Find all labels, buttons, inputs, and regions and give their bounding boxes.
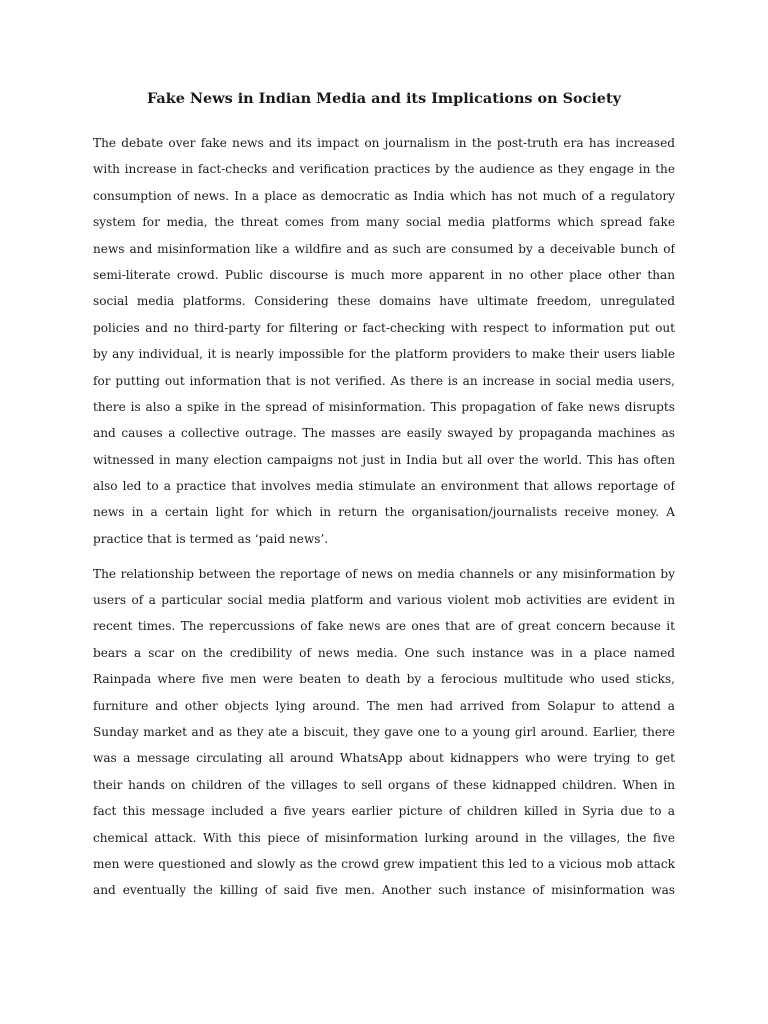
text-line: by any individual, it is nearly impossible for the platform providers to make their users liable	[93, 347, 675, 362]
text-line: social media platforms. Considering these domains have ultimate freedom, unregulated	[93, 294, 675, 309]
text-line: bears a scar on the credibility of news media. One such instance was in a place named	[93, 645, 675, 660]
text-line: for putting out information that is not verified. As there is an increase in social media users,	[93, 373, 675, 388]
text-line: also led to a practice that involves media stimulate an environment that allows reportage of	[93, 479, 675, 494]
text-line: with increase in fact-checks and verification practices by the audience as they engage in the	[93, 162, 675, 177]
paragraph-2	[93, 561, 675, 904]
text-line: their hands on children of the villages to sell organs of these kidnapped children. When in	[93, 777, 675, 792]
document-body	[93, 130, 675, 904]
text-line: users of a particular social media platform and various violent mob activities are evident in	[93, 593, 675, 608]
text-line: men were questioned and slowly as the crowd grew impatient this led to a vicious mob attack	[93, 856, 675, 871]
text-line: and eventually the killing of said five men. Another such instance of misinformation was	[93, 883, 675, 898]
page-title: Fake News in Indian Media and its Implications on Society	[147, 90, 621, 107]
text-line: witnessed in many election campaigns not just in India but all over the world. This has often	[93, 452, 675, 467]
text-line: fact this message included a five years earlier picture of children killed in Syria due to a	[93, 804, 675, 819]
paragraph-1	[93, 130, 675, 552]
text-line: there is also a spike in the spread of misinformation. This propagation of fake news disrupts	[93, 399, 675, 414]
text-line: and causes a collective outrage. The masses are easily swayed by propaganda machines as	[93, 426, 675, 441]
text-line: Rainpada where five men were beaten to death by a ferocious multitude who used sticks,	[93, 672, 675, 687]
text-line: The relationship between the reportage of news on media channels or any misinformation by	[93, 566, 675, 581]
text-line: consumption of news. In a place as democratic as India which has not much of a regulatory	[93, 188, 675, 203]
text-line: Sunday market and as they ate a biscuit, they gave one to a young girl around. Earlier, there	[93, 724, 675, 739]
text-line: news and misinformation like a wildfire and as such are consumed by a deceivable bunch of	[93, 241, 675, 256]
text-line: chemical attack. With this piece of misinformation lurking around in the villages, the five	[93, 830, 675, 845]
text-line: furniture and other objects lying around. The men had arrived from Solapur to attend a	[93, 698, 675, 713]
text-line: recent times. The repercussions of fake news are ones that are of great concern because it	[93, 619, 675, 634]
text-line: The debate over fake news and its impact on journalism in the post-truth era has increased	[93, 136, 675, 150]
text-line: practice that is termed as ‘paid news’.	[93, 531, 329, 546]
text-line: was a message circulating all around WhatsApp about kidnappers who were trying to get	[93, 751, 675, 766]
text-line: system for media, the threat comes from many social media platforms which spread fake	[93, 215, 675, 230]
text-line: news in a certain light for which in return the organisation/journalists receive money. A	[93, 505, 675, 520]
text-line: policies and no third-party for filtering or fact-checking with respect to information put out	[93, 320, 675, 335]
text-line: semi-literate crowd. Public discourse is much more apparent in no other place other than	[93, 267, 675, 282]
